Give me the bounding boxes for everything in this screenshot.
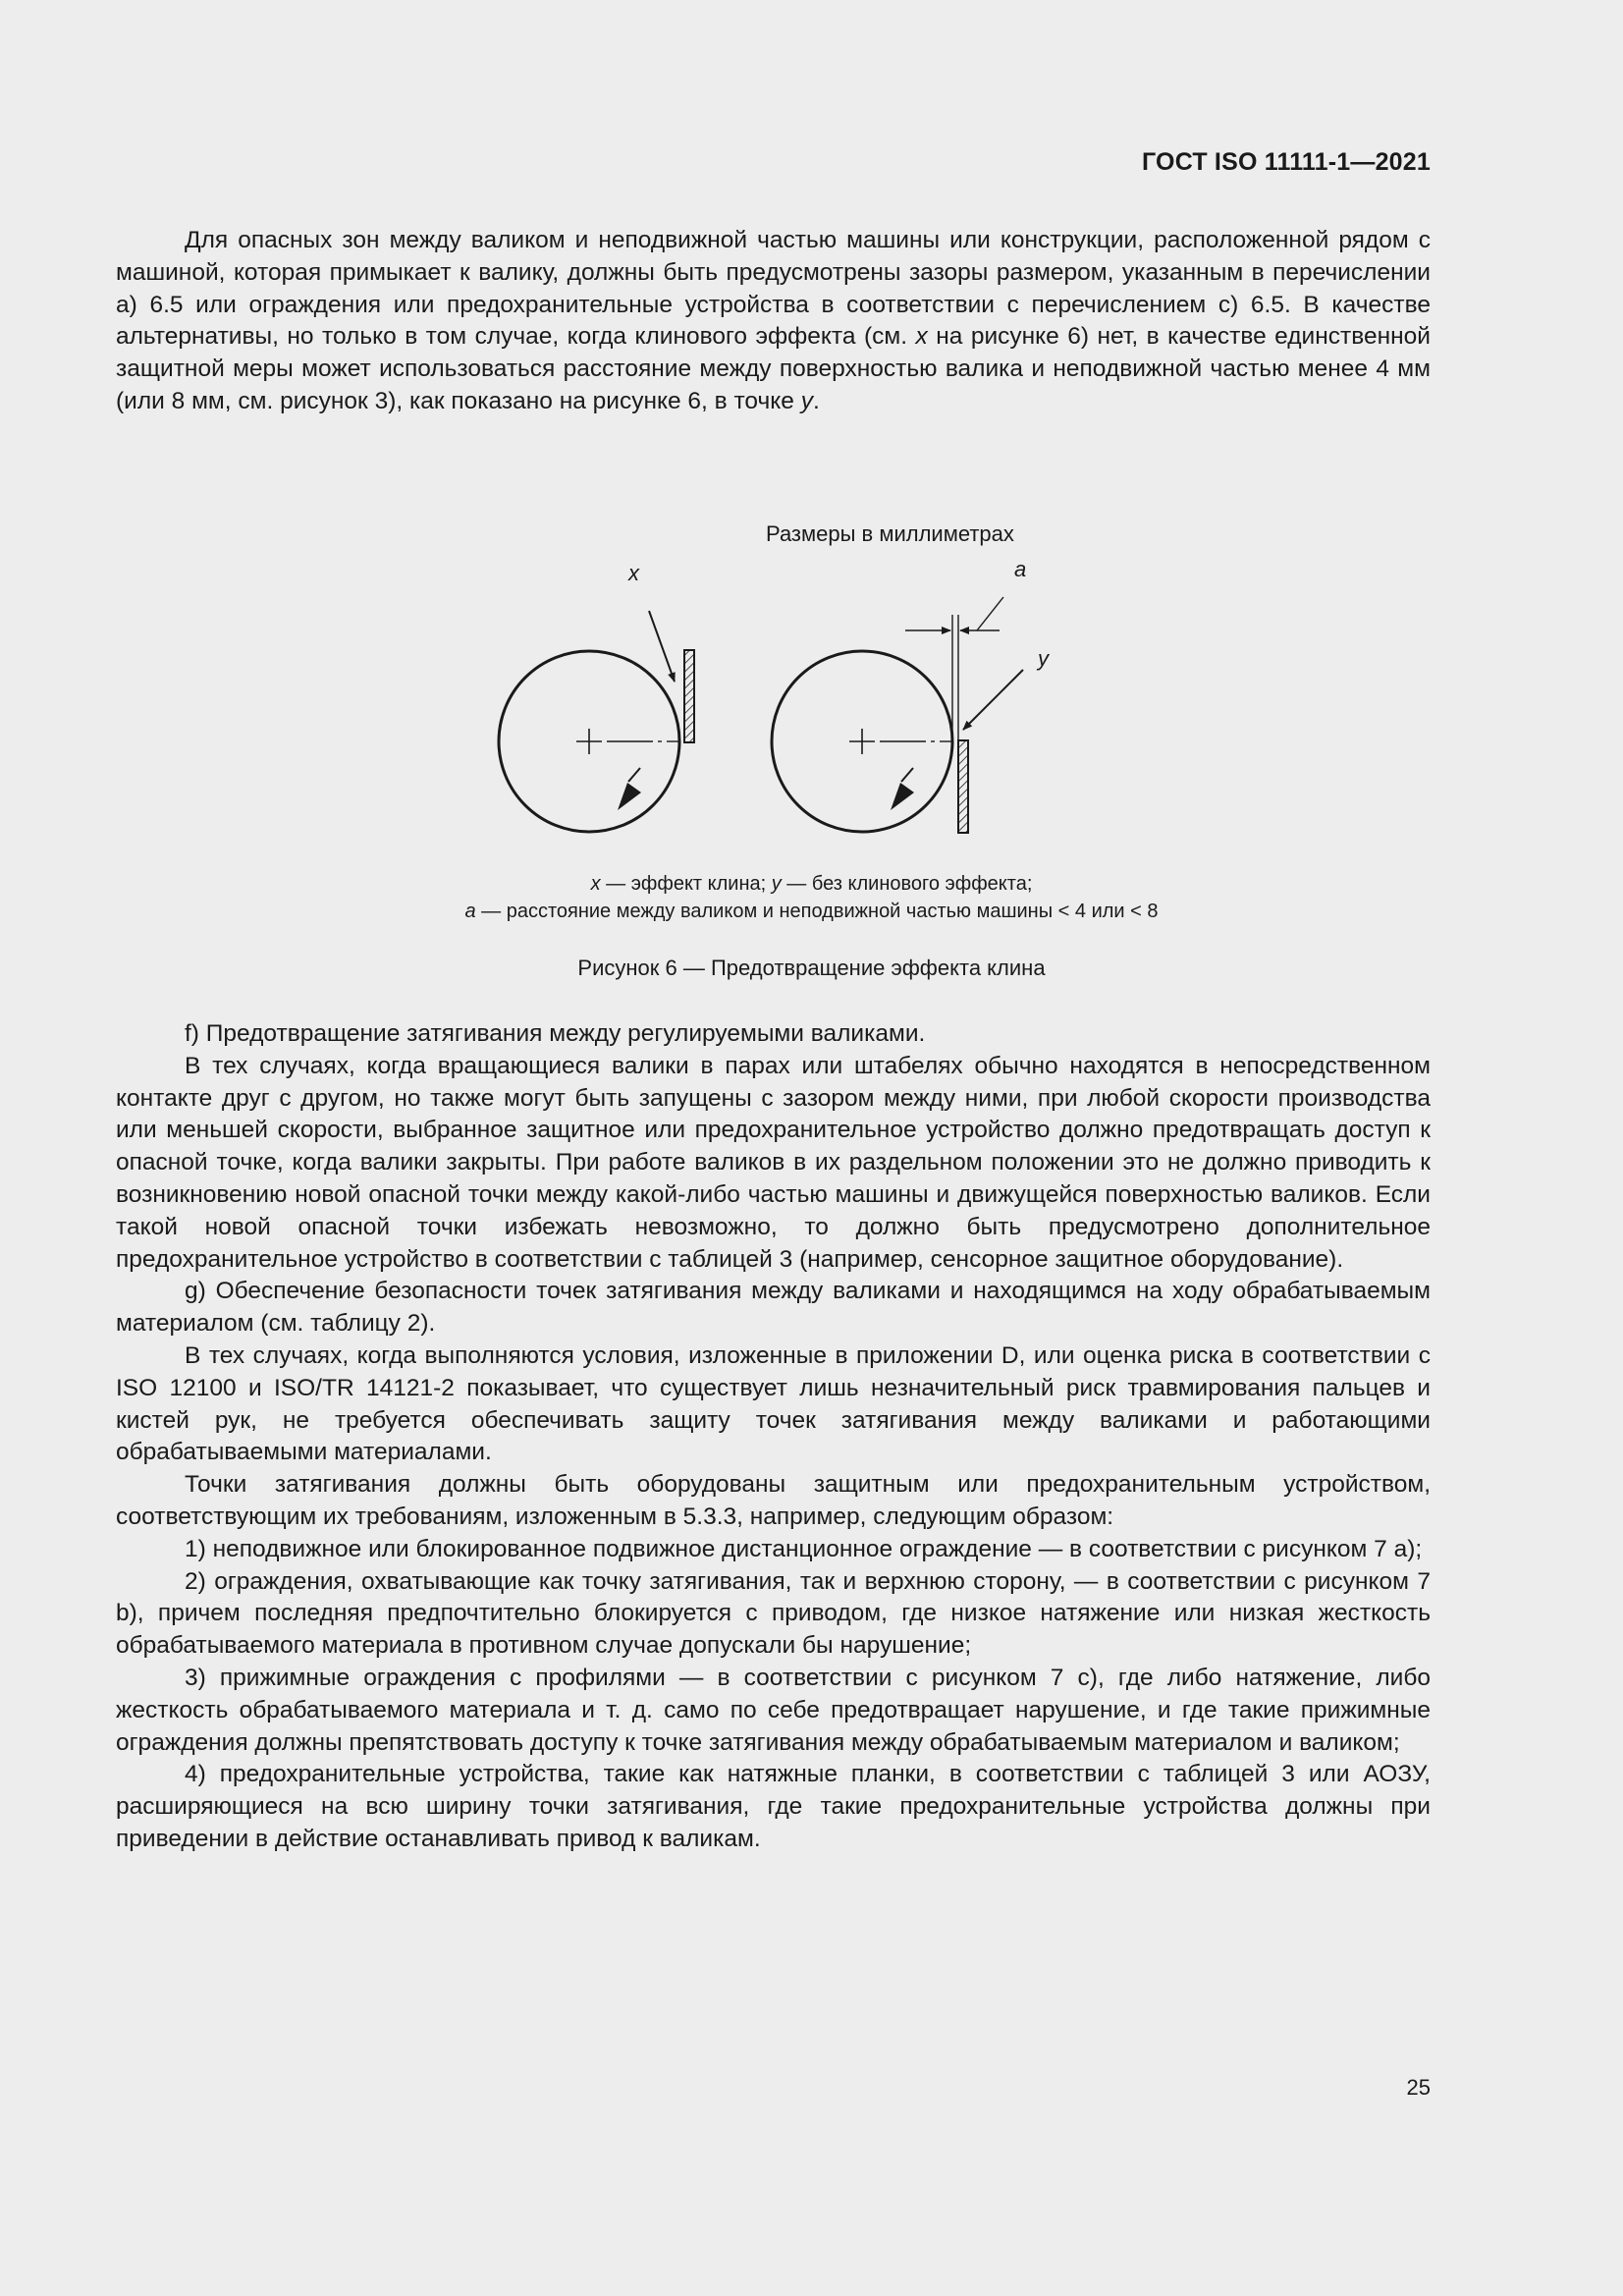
item-g-title: g) Обеспечение безопасности точек затягивания между валиками и находящимся на ходу обрабатываемым материалом (см. таблицу 2). [116,1278,1431,1338]
rotation-arrow-icon [891,783,914,810]
page-number: 25 [1406,2075,1431,2100]
rotation-arrow-icon [618,783,641,810]
intro-paragraph: Для опасных зон между валиком и неподвижной частью машины или конструкции, расположенной рядом с машиной, которая примыкает к валику, должны быть предусмотрены зазоры размером, указанным в перечислении а) 6.5 или ограждения или предохранительные устройства в соответствии с перечислением с) 6.5. В качестве альтернативы, но только в том случае, когда клинового эффекта (см. x на рисунке 6) нет, в качестве единственной защитной меры может использоваться расстояние между поверхностью валика и неподвижной частью менее 4 мм (или 8 мм, см. рисунок 3), как показано на рисунке 6, в точке y. [116,227,1431,414]
list-item: 2) ограждения, охватывающие как точку затягивания, так и верхнюю сторону, — в соответствии с рисунком 7 b), причем последняя предпочтительно блокируется с приводом, где низкое натяжение или низкая жесткость обрабатываемого материала в противном случае допускали бы нарушение; [116,1567,1431,1660]
list-item: 3) прижимные ограждения с профилями — в соответствии с рисунком 7 с), где либо натяжение, либо жесткость обрабатываемого материала и т. д. само по себе предотвращает нарушение, и где такие прижимные ограждения должны препятствовать доступу к точке затягивания между обрабатываемым материалом и валиком; [116,1664,1431,1756]
figure-caption: Рисунок 6 — Предотвращение эффекта клина [577,956,1046,980]
left-fixed-part [684,650,694,742]
right-roller [772,651,952,832]
item-f-text: В тех случаях, когда вращающиеся валики в парах или штабелях обычно находятся в непосредственном контакте друг с другом, но также могут быть запущены с зазором между ними, при любой скорости производства или меньшей скорости, выбранное защитное или предохранительное устройство должно предотвращать доступ к опасной точке, когда валики закрыты. При работе валиков в их раздельном положении это не должно приводить к возникновению новой опасной точки между какой-либо частью машины и движущейся поверхностью валиков. Если такой новой опасной точки избежать невозможно, то должно быть предусмотрено дополнительное предохранительное устройство в соответствии с таблицей 3 (например, сенсорное защитное оборудование). [116,1052,1431,1273]
figure-legend-line-1: x — эффект клина; y — без клинового эффекта; [590,873,1033,895]
figure-legend-line-2: a — расстояние между валиком и неподвижной частью машины < 4 или < 8 [464,901,1159,922]
right-fixed-part [958,740,968,833]
label-x: x [628,561,639,585]
main-text [116,1018,1431,1856]
figure-6-drawing [481,550,1049,845]
label-y: y [1038,646,1049,671]
list-item: 1) неподвижное или блокированное подвижное дистанционное ограждение — в соответствии с рисунком 7 а); [185,1535,1423,1562]
left-roller [499,651,679,832]
list-item: 4) предохранительные устройства, такие как натяжные планки, в соответствии с таблицей 3 или АОЗУ, расширяющиеся на всю ширину точки затягивания, где такие предохранительные устройства должны при приведении в действие останавливать привод к валикам. [116,1761,1431,1852]
item-g-text-2: Точки затягивания должны быть оборудованы защитным или предохранительным устройством, соответствующим их требованиям, изложенным в 5.3.3, например, следующим образом: [116,1471,1431,1530]
item-f-title: f) Предотвращение затягивания между регулируемыми валиками. [185,1020,926,1047]
units-note: Размеры в миллиметрах [766,521,1014,546]
label-a: a [1014,557,1027,581]
document-code: ГОСТ ISO 11111-1—2021 [1142,148,1431,176]
item-g-text-1: В тех случаях, когда выполняются условия, изложенные в приложении D, или оценка риска в соответствии с ISO 12100 и ISO/TR 14121-2 показывает, что существует лишь незначительный риск травмирования пальцев и кистей рук, не требуется обеспечивать защиту точек затягивания между валиками и работающими обрабатываемыми материалами. [116,1341,1431,1466]
